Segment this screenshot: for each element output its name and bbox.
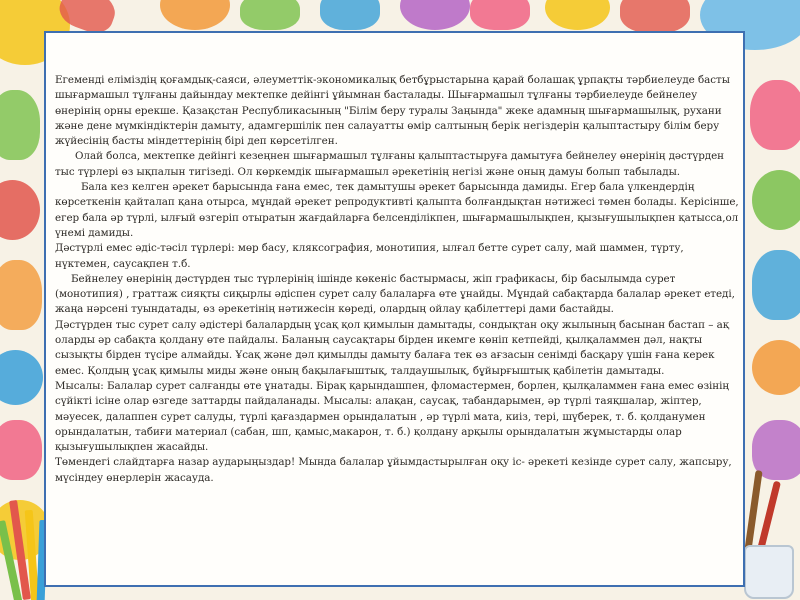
document-body [55, 73, 739, 486]
paragraph-techniques: Бейнелеу өнерінің дәстүрден тыс түрлерінің ішінде көкеніс бастырмасы, жіп графикасы, бір басылымда сурет (монотипия) , граттаж сияқты сиқырлы әдіспен сурет салу балаларға өте ұнайды. Мұндай сабақтарда балалар әрекет етеді, жаңа нәрсені туындатады, өз әрекетінің нәтижесін көреді, олардың ойлау қабілеттері дами бастайды. [55, 272, 735, 316]
paragraph-slides-note: Төмендегі слайдтарға назар аударыңыздар! Мында балалар ұйымдастырылған оқу іс- әрекеті кезінде сурет салу, жапсыру, мүсіндеу өнерлерін жасауда. [55, 456, 732, 484]
paint-jar-icon [744, 545, 794, 599]
handprint [0, 420, 42, 480]
handprint [470, 0, 530, 30]
paint-splat [400, 0, 470, 30]
paragraph-development: Бала кез келген әрекет барысында ғана емес, тек дамытушы әрекет барысында дамиды. Егер бала үлкендердің көрсеткенін қайталап қана отырса, мұндай әрекет репродуктивті қалыпта болғандықтан нәтижесі төмен болады. Керісінше, егер бала әр түрлі, ылғый өзгеріп отыратын жағдайларға белсенділікпен, шығармашылықпен, қызығушылықпен қатысса,ол үнемі дамиды. [55, 181, 739, 239]
handprint [620, 0, 690, 33]
paragraph-intro: Егемендi елiмiздiң қоғамдық-саяси, әлеуметтiк-экономикалық бетбұрыстарына қарай болашақ ұрпақты тәрбиелеуде басты шығармашыл тұлғаны дайындау мектепке дейінгі ұйымнан басталады. Шығармашыл тұлғаны тәрбиелеуде бейнелеу өнерiнiң орны ерекше. Қазақстан Республикасының "Бiлiм беру туралы Заңында" жеке адамның шығармашылық, рухани және дене мүмкiндiктерiн дамыту, адамгершiлiк пен салауатты өмiр салтының берiк негiздерiн қалыптастыру бiлiм беру жүйесiнiң басты мiндеттерiнiң бiрi деп көрсетiлген. [55, 74, 730, 148]
paragraph-fine-motor: Дәстүрден тыс сурет салу әдістері балалардың ұсақ қол қимылын дамытады, сондықтан оқу жылының басынан бастап – ақ оларды әр сабақта қолдану өте пайдалы. Баланың саусақтары бірден икемге көніп кетпейді, қылқаламмен дәл, нақты сызықты бірден түсіре алмайды. Ұсақ және дәл қимылды дамыту балаға тек өз ағзасын сенімді басқару үшін ғана керек емес. Қолдың ұсақ қимылы миды және оның бақылағыштық, талдаушылық, бұйырғыштық қабілетін дамытады. [55, 318, 729, 377]
document-slide [44, 31, 745, 587]
paint-splat [545, 0, 610, 30]
handprint [752, 250, 800, 320]
paint-splat [160, 0, 230, 30]
handprint [750, 80, 800, 150]
paragraph-examples: Мысалы: Балалар сурет салғанды өте ұнатады. Бірақ қарындашпен, фломастермен, борлен, қылқаламмен ғана емес өзінің сүйікті ісіне олар өзгеде заттарды пайдаланады. Мысалы: алақан, саусақ, табандарымен, әр түрлі таяқшалар, жіптер, мәуесек, далаппен сурет салуды, түрлі қағаздармен орындалатын , әр түрлі мата, киіз, тері, шүберек, т. б. қолданумен орындалатын, табиғи материал (сабан, шп, қамыс,макарон, т. б.) қолдану арқылы орындалатын жұмыстарды олар қызығушылықпен жасайды. [55, 379, 729, 454]
paint-splat [0, 180, 40, 240]
handprint [320, 0, 380, 30]
handprint [0, 260, 42, 330]
paragraph-methods-list: Дәстүрлі емес әдіс-тәсіл түрлері: мөр басу, кляксография, монотипия, ылғал бетте сурет салу, май шаммен, түрту, нүктемен, саусақпен т.б. [55, 242, 684, 270]
paint-splat [752, 340, 800, 395]
handprint [0, 90, 40, 160]
paint-splat [0, 350, 43, 405]
handprint [240, 0, 300, 30]
paragraph-preschool: Олай болса, мектепке дейінгі кезеңнен шығармашыл тұлғаны қалыптастыруға дамытуға бейнелеу өнерінің дәстүрден тыс түрлері өз ықпалын тигізеді. Ол көркемдік шығармашыл әрекетінің негізі және оның дамуы болып табылады. [55, 150, 725, 178]
paint-splat [752, 170, 800, 230]
